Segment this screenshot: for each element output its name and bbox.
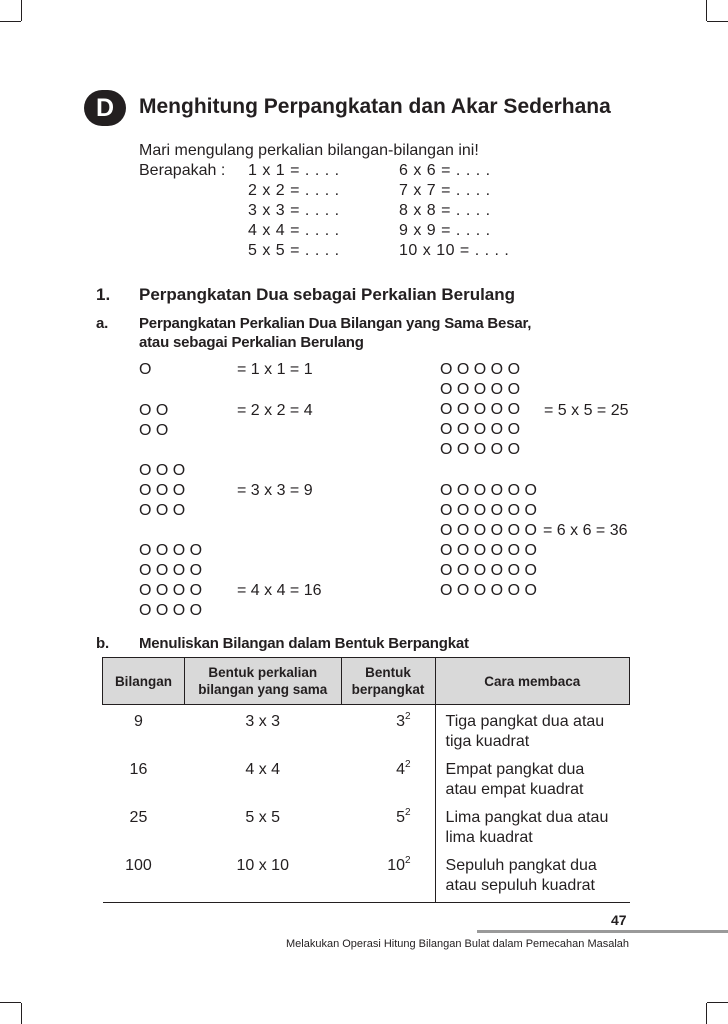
- item-letter-b: b.: [96, 635, 109, 652]
- powers-table: [102, 657, 630, 903]
- dot-row: O O O O O O: [440, 582, 537, 599]
- multiplication-list-left: [248, 161, 340, 261]
- multiplication-list-right: [399, 161, 509, 261]
- dot-row: O O O O O O: [440, 502, 537, 519]
- table-cell-bilangan: 16: [129, 761, 148, 778]
- dot-row: O O O O: [139, 582, 203, 599]
- power-exponent: 2: [404, 807, 411, 818]
- power-exponent: 2: [404, 759, 411, 770]
- dot-row: O O O: [139, 502, 186, 519]
- dot-array-5x5: [440, 360, 520, 460]
- dot-row: O O O O: [139, 542, 203, 559]
- table-cell-cara-membaca: [435, 705, 629, 754]
- multiplication-item: 4 x 4 = . . . .: [248, 222, 340, 239]
- equation-6: = 6 x 6 = 36: [543, 522, 628, 539]
- multiplication-item: 2 x 2 = . . . .: [248, 182, 340, 199]
- table-cell-berpangkat: [341, 705, 435, 754]
- dot-array-2x2: [139, 401, 168, 441]
- dot-row: O O: [139, 422, 169, 439]
- reading-line: Lima pangkat dua atau: [445, 809, 609, 826]
- crop-mark: [0, 1002, 21, 1003]
- table-cell-cara-membaca: [435, 801, 629, 849]
- column-header: Cara membaca: [435, 658, 629, 705]
- table-cell-berpangkat: [341, 849, 435, 903]
- page-number: 47: [611, 912, 627, 928]
- dot-row: O O O O O O: [440, 482, 537, 499]
- equation-5: = 5 x 5 = 25: [544, 402, 629, 419]
- power-exponent: 2: [404, 855, 411, 866]
- table-cell-cara-membaca: [435, 753, 629, 801]
- footer-rule: [477, 930, 728, 933]
- item-b-title: Menuliskan Bilangan dalam Bentuk Berpangkat: [139, 635, 469, 652]
- dot-row: O O O O O: [440, 421, 521, 438]
- dot-row: O O O: [139, 482, 186, 499]
- power-base: 3: [396, 713, 405, 730]
- multiplication-item: 1 x 1 = . . . .: [248, 162, 340, 179]
- subsection-title: Perpangkatan Dua sebagai Perkalian Berulang: [139, 285, 516, 304]
- multiplication-item: 8 x 8 = . . . .: [399, 202, 491, 219]
- table-cell-perkalian: 5 x 5: [245, 809, 281, 826]
- running-title: Melakukan Operasi Hitung Bilangan Bulat dalam Pemecahan Masalah: [286, 938, 630, 950]
- crop-mark: [707, 21, 728, 22]
- intro-text: Mari mengulang perkalian bilangan-bilangan ini!: [139, 142, 479, 159]
- column-header: Bentuk perkalian bilangan yang sama: [184, 658, 341, 705]
- crop-mark: [21, 0, 22, 21]
- table-cell-perkalian: 10 x 10: [184, 849, 341, 903]
- dot-array-1x1: [139, 360, 151, 380]
- prompt-label: Berapakah :: [139, 162, 226, 179]
- table-cell-bilangan: 25: [129, 809, 148, 826]
- table-cell-bilangan: 100: [103, 849, 185, 903]
- crop-mark: [707, 1002, 728, 1003]
- table-cell-berpangkat: [341, 801, 435, 849]
- multiplication-item: 6 x 6 = . . . .: [399, 162, 491, 179]
- section-badge: D: [84, 90, 126, 126]
- reading-line: Sepuluh pangkat dua: [445, 857, 597, 874]
- multiplication-item: 3 x 3 = . . . .: [248, 202, 340, 219]
- equation-1: = 1 x 1 = 1: [237, 361, 313, 378]
- dot-row: O O O O: [139, 562, 203, 579]
- table-row: [103, 849, 630, 903]
- dot-row: O: [139, 361, 152, 378]
- power-base: 4: [396, 761, 405, 778]
- dot-row: O O O O O: [440, 401, 521, 418]
- multiplication-item: 10 x 10 = . . . .: [399, 242, 510, 259]
- table-cell-perkalian: 3 x 3: [245, 713, 281, 730]
- reading-line: atau empat kuadrat: [445, 781, 584, 798]
- dot-row: O O O O O O: [440, 562, 537, 579]
- reading-line: atau sepuluh kuadrat: [445, 877, 595, 894]
- dot-row: O O: [139, 402, 169, 419]
- table-header-row: [103, 658, 630, 705]
- item-a-title-line1: Perpangkatan Perkalian Dua Bilangan yang Sama Besar,: [139, 315, 532, 332]
- reading-line: lima kuadrat: [445, 829, 533, 846]
- table-row: [103, 753, 630, 801]
- dot-row: O O O O O: [440, 361, 521, 378]
- dot-row: O O O O O O: [440, 542, 537, 559]
- table-row: [103, 705, 630, 754]
- crop-mark: [0, 21, 21, 22]
- table-row: [103, 801, 630, 849]
- dot-row: O O O O O: [440, 381, 521, 398]
- reading-line: Empat pangkat dua: [445, 761, 585, 778]
- column-header: Bentuk berpangkat: [341, 658, 435, 705]
- dot-row: O O O O: [139, 602, 203, 619]
- item-a-title-line2: atau sebagai Perkalian Berulang: [139, 334, 364, 351]
- crop-mark: [706, 1003, 707, 1024]
- power-exponent: 2: [404, 711, 411, 722]
- dot-array-3x3: [139, 461, 185, 521]
- table-cell-bilangan: 9: [133, 713, 143, 730]
- subsection-number: 1.: [96, 285, 111, 304]
- table-cell-cara-membaca: [435, 849, 629, 903]
- dot-array-6x6: [440, 481, 537, 601]
- equation-4: = 4 x 4 = 16: [237, 582, 322, 599]
- power-base: 10: [387, 857, 405, 874]
- multiplication-item: 9 x 9 = . . . .: [399, 222, 491, 239]
- dot-row: O O O: [139, 462, 186, 479]
- dot-row: O O O O O: [440, 441, 521, 458]
- reading-line: Tiga pangkat dua atau: [445, 713, 605, 730]
- table-cell-perkalian: 4 x 4: [245, 761, 281, 778]
- column-header: Bilangan: [103, 658, 185, 705]
- dot-row: O O O O O O: [440, 522, 537, 539]
- multiplication-item: 7 x 7 = . . . .: [399, 182, 491, 199]
- reading-line: tiga kuadrat: [445, 733, 530, 750]
- equation-2: = 2 x 2 = 4: [237, 402, 313, 419]
- dot-array-4x4: [139, 541, 202, 621]
- equation-3: = 3 x 3 = 9: [237, 482, 313, 499]
- power-base: 5: [396, 809, 405, 826]
- section-title: Menghitung Perpangkatan dan Akar Sederhana: [139, 95, 611, 118]
- crop-mark: [706, 0, 707, 21]
- item-letter-a: a.: [96, 315, 109, 332]
- crop-mark: [21, 1003, 22, 1024]
- multiplication-item: 5 x 5 = . . . .: [248, 242, 340, 259]
- table-cell-berpangkat: [341, 753, 435, 801]
